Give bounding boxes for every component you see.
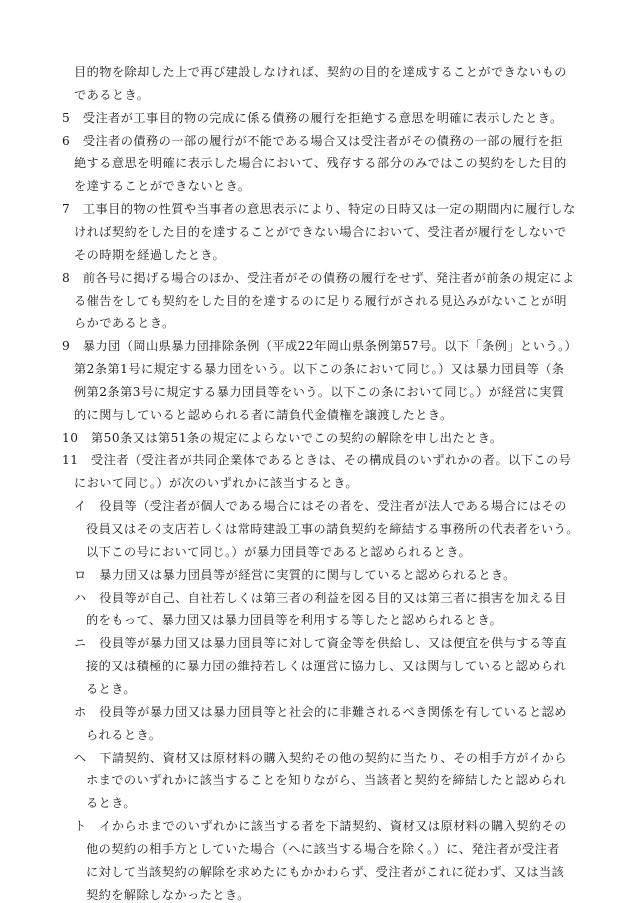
text-line: であるとき。: [74, 88, 150, 102]
text-line: 例第2条第3号に規定する暴力団員等をいう。以下この条において同じ。）が経営に実質: [74, 385, 565, 399]
text-line: ホまでのいずれかに該当することを知りながら、当該者と契約を締結したと認められ: [86, 773, 567, 787]
text-line: その時期を経過したとき。: [74, 248, 226, 262]
text-line: 以下この号において同じ。）が暴力団員等であると認められるとき。: [86, 545, 472, 559]
text-line: 契約を解除しなかったとき。: [86, 888, 250, 902]
text-line: ロ 暴力団又は暴力団員等が経営に実質的に関与していると認められるとき。: [74, 568, 516, 582]
text-line: 的に関与していると認められる者に請負代金債権を譲渡したとき。: [74, 408, 453, 422]
text-line: 9 暴力団（岡山県暴力団排除条例（平成22年岡山県条例第57号。以下「条例」という。）: [62, 339, 578, 353]
text-line: ト イからホまでのいずれかに該当する者を下請契約、資材又は原材料の購入契約その: [74, 819, 567, 833]
text-line: 6 受注者の債務の一部の履行が不能である場合又は受注者がその債務の一部の履行を拒: [62, 134, 564, 148]
text-line: イ 役員等（受注者が個人である場合にはその者を、受注者が法人である場合にはその: [74, 499, 567, 513]
text-line: 10 第50条又は第51条の規定によらないでこの契約の解除を申し出たとき。: [62, 431, 503, 445]
text-line: ホ 役員等が暴力団又は暴力団員等と社会的に非難されるべき関係を有していると認め: [74, 705, 567, 719]
text-line: るとき。: [86, 682, 137, 696]
text-line: る催告をしても契約をした目的を達するのに足りる履行がされる見込みがないことが明: [74, 294, 567, 308]
text-line: ヘ 下請契約、資材又は原材料の購入契約その他の契約に当たり、その相手方がイから: [74, 751, 567, 765]
text-line: を達することができないとき。: [74, 179, 251, 193]
text-line: らかであるとき。: [74, 316, 175, 330]
text-line: 役員又はその支店若しくは常時建設工事の請負契約を締結する事務所の代表者をいう。: [86, 522, 579, 536]
text-line: 5 受注者が工事目的物の完成に係る債務の履行を拒絶する意思を明確に表示したとき。: [62, 111, 563, 125]
text-line: 的をもって、暴力団又は暴力団員等を利用する等したと認められるとき。: [86, 613, 503, 627]
text-line: 8 前各号に掲げる場合のほか、受注者がその債務の履行をせず、発注者が前条の規定によ: [62, 271, 575, 285]
text-line: 11 受注者（受注者が共同企業体であるときは、その構成員のいずれかの者。以下この号: [62, 453, 572, 467]
text-line: ければ契約をした目的を達することができない場合において、受注者が履行をしないで: [74, 225, 567, 239]
text-line: 接的又は積極的に暴力団の維持若しくは運営に協力し、又は関与していると認められ: [86, 659, 567, 673]
text-line: 他の契約の相手方としていた場合（へに該当する場合を除く。）に、発注者が受注者: [86, 842, 560, 856]
text-line: られるとき。: [86, 728, 162, 742]
text-line: 目的物を除却した上で再び建設しなければ、契約の目的を達成することができないもの: [74, 65, 567, 79]
text-line: に対して当該契約の解除を求めたにもかかわらず、受注者がこれに従わず、又は当該: [86, 865, 565, 879]
text-line: るとき。: [86, 796, 137, 810]
text-line: ハ 役員等が自己、自社若しくは第三者の利益を図る目的又は第三者に損害を加える目: [74, 591, 567, 605]
text-line: 絶する意思を明確に表示した場合において、残存する部分のみではこの契約をした目的: [74, 156, 567, 170]
text-line: ニ 役員等が暴力団又は暴力団員等に対して資金等を供給し、又は便宜を供与する等直: [74, 636, 567, 650]
text-line: 第2条第1号に規定する暴力団をいう。以下この条において同じ。）又は暴力団員等（条: [74, 362, 565, 376]
text-line: において同じ。）が次のいずれかに該当するとき。: [74, 476, 359, 490]
text-line: 7 工事目的物の性質や当事者の意思表示により、特定の日時又は一定の期間内に履行しな: [62, 202, 576, 216]
